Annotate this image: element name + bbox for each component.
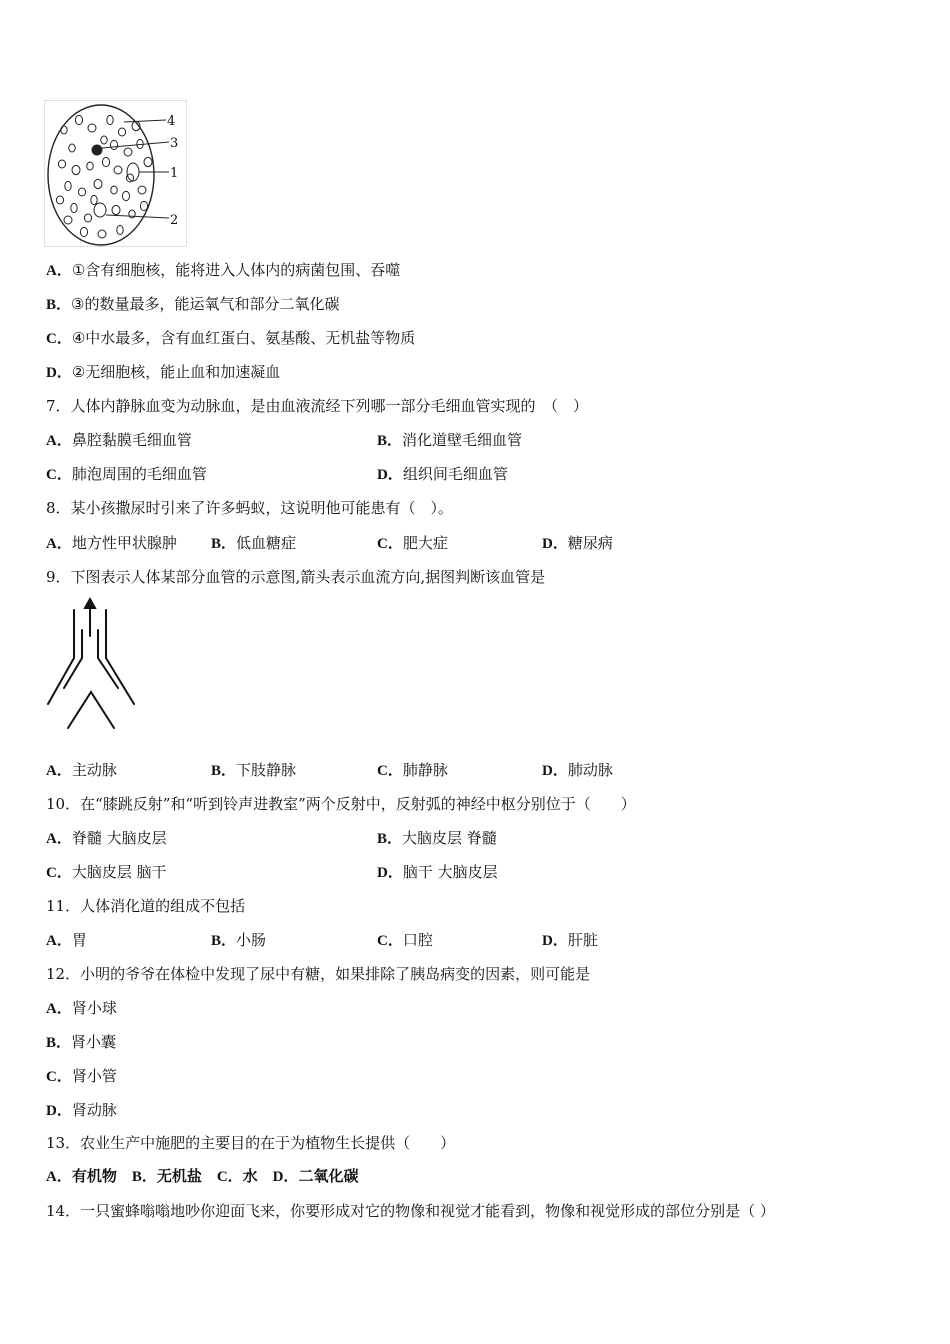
red-blood-cell <box>107 115 113 124</box>
red-blood-cell <box>110 140 117 149</box>
q10-option-c[interactable]: C．大脑皮层 脑干 <box>46 863 167 881</box>
red-blood-cell <box>118 128 125 136</box>
red-blood-cell <box>78 188 85 196</box>
red-blood-cell <box>69 144 75 152</box>
q12-option-b[interactable]: B．肾小囊 <box>46 1033 117 1051</box>
white-blood-cell <box>127 163 139 181</box>
red-blood-cell <box>112 205 120 214</box>
red-blood-cell <box>111 186 117 194</box>
red-blood-cell <box>87 162 93 170</box>
q11-option-c[interactable]: C．口腔 <box>377 931 433 949</box>
q10-stem: 10．在“膝跳反射”和“听到铃声进教室”两个反射中，反射弧的神经中枢分别位于（ ） <box>46 795 636 813</box>
q9-option-c[interactable]: C．肺静脉 <box>377 761 448 779</box>
q7-option-a[interactable]: A．鼻腔黏膜毛细血管 <box>46 431 192 449</box>
q11-stem: 11．人体消化道的组成不包括 <box>46 897 246 915</box>
q8-option-b[interactable]: B．低血糖症 <box>211 534 297 552</box>
q7-option-d[interactable]: D．组织间毛细血管 <box>377 465 508 483</box>
red-blood-cell <box>101 136 107 144</box>
q12-option-c[interactable]: C．肾小管 <box>46 1067 117 1085</box>
q14-stem: 14．一只蜜蜂嗡嗡地吵你迎面飞来，你要形成对它的物像和视觉才能看到，物像和视觉形成的部位分别是（ ） <box>46 1202 775 1220</box>
nucleus-cell <box>92 145 102 155</box>
q12-option-a[interactable]: A．肾小球 <box>46 999 117 1017</box>
q8-option-d[interactable]: D．糖尿病 <box>542 534 613 552</box>
red-blood-cell <box>140 201 147 210</box>
red-blood-cell <box>84 214 91 222</box>
red-blood-cell <box>138 186 146 194</box>
q12-option-d[interactable]: D．肾动脉 <box>46 1101 117 1119</box>
red-blood-cell <box>91 195 97 204</box>
red-blood-cell <box>124 148 132 156</box>
q7-option-b[interactable]: B．消化道壁毛细血管 <box>377 431 523 449</box>
red-blood-cell <box>80 227 87 236</box>
q9-stem: 9．下图表示人体某部分血管的示意图,箭头表示血流方向,据图判断该血管是 <box>46 568 546 586</box>
q6-option-a[interactable]: A．①含有细胞核，能将进入人体内的病菌包围、吞噬 <box>46 261 401 279</box>
red-blood-cell <box>72 165 80 174</box>
q11-option-a[interactable]: A．胃 <box>46 931 87 949</box>
red-blood-cell <box>71 203 77 212</box>
platelet-cluster <box>94 203 106 217</box>
red-blood-cell <box>102 157 109 166</box>
q7-stem: 7．人体内静脉血变为动脉血，是由血液流经下列哪一部分毛细血管实现的 （ ） <box>46 397 589 415</box>
q10-option-d[interactable]: D．脑干 大脑皮层 <box>377 863 498 881</box>
q9-option-d[interactable]: D．肺动脉 <box>542 761 613 779</box>
red-blood-cell <box>114 166 122 174</box>
red-blood-cell <box>122 191 129 200</box>
red-blood-cell <box>58 160 65 168</box>
q13-stem: 13．农业生产中施肥的主要目的在于为植物生长提供（ ） <box>46 1134 456 1152</box>
q7-option-c[interactable]: C．肺泡周围的毛细血管 <box>46 465 207 483</box>
figure-label-1: 1 <box>170 166 179 181</box>
q12-stem: 12．小明的爷爷在体检中发现了尿中有糖，如果排除了胰岛病变的因素，则可能是 <box>46 965 591 983</box>
q10-option-b[interactable]: B．大脑皮层 脊髓 <box>377 829 497 847</box>
figure-label-2: 2 <box>170 213 179 228</box>
red-blood-cell <box>144 157 152 166</box>
q11-option-d[interactable]: D．肝脏 <box>542 931 598 949</box>
red-blood-cell <box>94 179 102 188</box>
q13-options[interactable]: A．有机物 B．无机盐 C．水 D．二氧化碳 <box>46 1169 359 1185</box>
figure-label-3: 3 <box>170 136 179 151</box>
blood-vessel-figure <box>44 596 144 736</box>
figure-label-4: 4 <box>167 114 176 129</box>
blood-smear-figure <box>44 100 194 248</box>
q8-stem: 8．某小孩撒尿时引来了许多蚂蚁，这说明他可能患有（ ）。 <box>46 499 454 517</box>
q9-option-a[interactable]: A．主动脉 <box>46 761 117 779</box>
red-blood-cell <box>64 216 72 224</box>
q8-option-a[interactable]: A．地方性甲状腺肿 <box>46 534 177 552</box>
q11-option-b[interactable]: B．小肠 <box>211 931 267 949</box>
red-blood-cell <box>65 181 71 190</box>
q10-option-a[interactable]: A．脊髓 大脑皮层 <box>46 829 167 847</box>
q6-option-d[interactable]: D．②无细胞核，能止血和加速凝血 <box>46 363 281 381</box>
red-blood-cell <box>61 126 67 134</box>
q6-option-b[interactable]: B．③的数量最多，能运氧气和部分二氧化碳 <box>46 295 340 313</box>
red-blood-cell <box>88 124 96 132</box>
q9-option-b[interactable]: B．下肢静脉 <box>211 761 297 779</box>
q6-option-c[interactable]: C．④中水最多，含有血红蛋白、氨基酸、无机盐等物质 <box>46 329 416 347</box>
red-blood-cell <box>98 230 106 238</box>
q8-option-c[interactable]: C．肥大症 <box>377 534 448 552</box>
red-blood-cell <box>56 196 63 204</box>
red-blood-cell <box>117 225 123 234</box>
red-blood-cell <box>75 115 82 124</box>
